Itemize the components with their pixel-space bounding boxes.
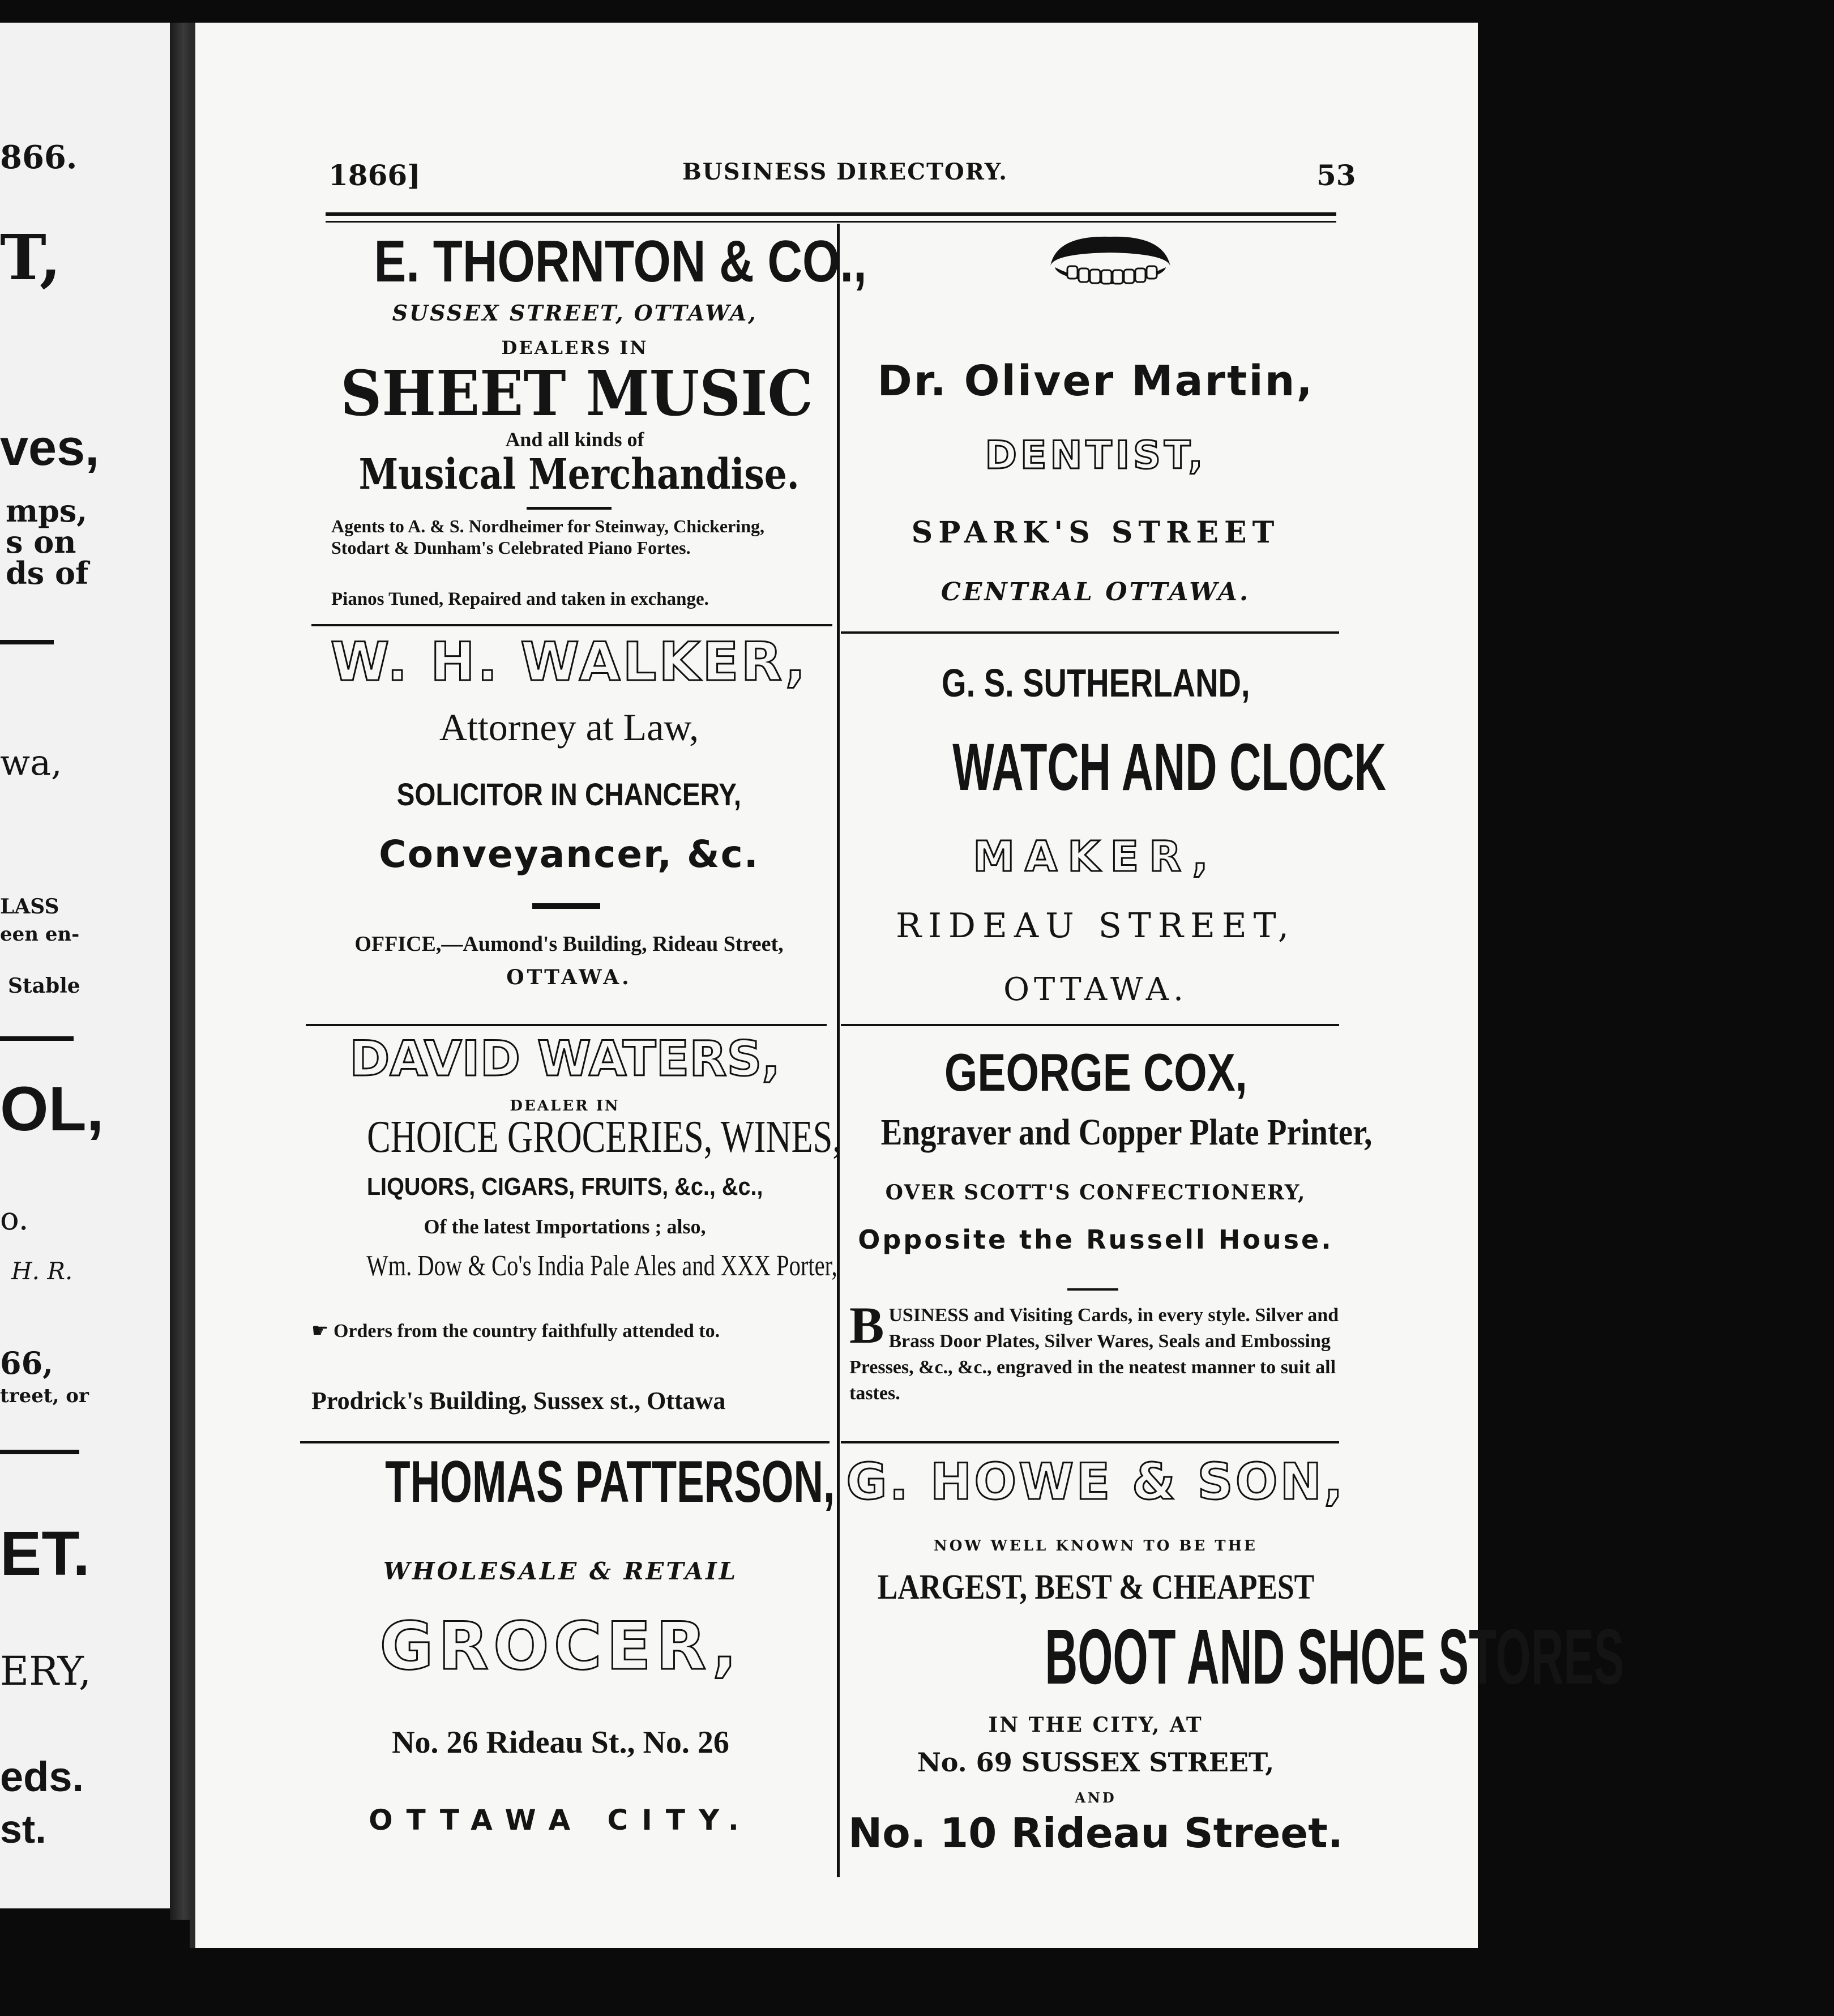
left-page-line: o. bbox=[0, 1201, 29, 1237]
howe-name: G. HOWE & SON, bbox=[846, 1453, 1345, 1511]
left-page-line: Stable bbox=[8, 974, 80, 998]
ad-howe bbox=[835, 1447, 1624, 1877]
left-page-line: 66, bbox=[0, 1345, 53, 1381]
thornton-divider bbox=[527, 507, 612, 510]
walker-line3: Conveyancer, &c. bbox=[379, 832, 759, 876]
thornton-product: SHEET MUSIC bbox=[340, 357, 814, 430]
ad-separator bbox=[841, 631, 1339, 634]
martin-title: DENTIST, bbox=[985, 433, 1207, 478]
left-page-line: mps, bbox=[6, 493, 88, 529]
patterson-name: THOMAS PATTERSON, bbox=[385, 1449, 835, 1515]
ad-separator bbox=[841, 1441, 1339, 1443]
cox-drop-cap: B bbox=[849, 1296, 884, 1354]
martin-street: SPARK'S STREET bbox=[911, 515, 1280, 550]
left-page-line: T, bbox=[0, 221, 62, 294]
sutherland-line4: OTTAWA. bbox=[1003, 971, 1188, 1008]
cox-divider bbox=[1067, 1288, 1118, 1291]
left-page-rule bbox=[0, 640, 54, 644]
walker-line1: Attorney at Law, bbox=[439, 706, 699, 749]
cox-line1: Engraver and Copper Plate Printer, bbox=[880, 1112, 1373, 1153]
header-rule-thin bbox=[326, 221, 1336, 223]
thornton-dealers: DEALERS IN bbox=[501, 337, 648, 358]
howe-line2: LARGEST, BEST & CHEAPEST bbox=[877, 1568, 1314, 1607]
thornton-address: SUSSEX STREET, OTTAWA, bbox=[392, 300, 758, 326]
walker-line2: SOLICITOR IN CHANCERY, bbox=[396, 776, 742, 812]
left-page-line: LASS bbox=[0, 895, 59, 919]
waters-dealer: DEALER IN bbox=[510, 1097, 620, 1114]
ad-separator bbox=[300, 1441, 830, 1443]
left-page-rule bbox=[0, 1036, 74, 1041]
directory-page bbox=[190, 23, 1624, 1948]
left-page-line: H. R. bbox=[11, 1257, 73, 1285]
howe-line3: BOOT AND SHOE STORES bbox=[1045, 1613, 1624, 1701]
waters-line2: LIQUORS, CIGARS, FRUITS, &c., &c., bbox=[366, 1173, 763, 1201]
ad-sutherland bbox=[841, 637, 1386, 1022]
ad-martin bbox=[841, 232, 1350, 629]
cox-para-text: USINESS and Visiting Cards, in every style. Silver and Brass Door Plates, Silver Wares, Seals and Embossing Presses, &c., &c., engraved in the neatest manner to suit all tastes. bbox=[849, 1305, 1339, 1404]
cox-line3: Opposite the Russell House. bbox=[858, 1224, 1333, 1255]
left-page-line: wa, bbox=[0, 742, 62, 783]
thornton-agents: Agents to A. & S. Nordheimer for Steinway, Chickering, Stodart & Dunham's Celebrated Piano Fortes. bbox=[331, 516, 765, 558]
page-number: 53 bbox=[1316, 159, 1356, 192]
patterson-line1: WHOLESALE & RETAIL bbox=[383, 1557, 738, 1585]
page-title: BUSINESS DIRECTORY. bbox=[682, 159, 1008, 185]
left-page-line: st. bbox=[0, 1807, 46, 1851]
left-page-line: eds. bbox=[0, 1753, 84, 1800]
header-rule bbox=[326, 212, 1336, 216]
howe-line5: No. 69 SUSSEX STREET, bbox=[917, 1747, 1275, 1778]
waters-line4: Wm. Dow & Co's India Pale Ales and XXX Porter, bbox=[366, 1250, 837, 1282]
left-page-line: ET. bbox=[0, 1519, 90, 1588]
waters-orders bbox=[311, 1319, 818, 1343]
left-page-line: een en- bbox=[0, 923, 80, 946]
cox-name: GEORGE COX, bbox=[944, 1043, 1247, 1102]
left-page-line: ds of bbox=[6, 555, 89, 591]
martin-name: Dr. Oliver Martin, bbox=[877, 357, 1314, 405]
walker-city: OTTAWA. bbox=[506, 966, 632, 989]
walker-divider bbox=[532, 903, 600, 909]
left-page-line: ves, bbox=[0, 420, 100, 476]
ad-thornton bbox=[320, 227, 867, 617]
dentures-icon bbox=[841, 232, 1350, 300]
howe-line7: No. 10 Rideau Street. bbox=[848, 1809, 1344, 1857]
martin-city: CENTRAL OTTAWA. bbox=[940, 578, 1251, 606]
patterson-line2: GROCER, bbox=[379, 1608, 742, 1685]
howe-line1: NOW WELL KNOWN TO BE THE bbox=[934, 1537, 1258, 1554]
page-year: 1866] bbox=[328, 159, 421, 192]
waters-name: DAVID WATERS, bbox=[349, 1031, 781, 1087]
left-page-line: OL, bbox=[0, 1074, 104, 1144]
left-page-year: 866. bbox=[0, 139, 78, 176]
walker-name: W. H. WALKER, bbox=[330, 631, 808, 693]
left-page-line: treet, or bbox=[0, 1385, 89, 1407]
thornton-merch: Musical Merchandise. bbox=[358, 450, 800, 499]
waters-orders-text: Orders from the country faithfully attended to. bbox=[333, 1321, 720, 1342]
thornton-pianos: Pianos Tuned, Repaired and taken in exchange. bbox=[331, 589, 709, 609]
cox-line2: OVER SCOTT'S CONFECTIONERY, bbox=[885, 1181, 1306, 1205]
sutherland-name: G. S. SUTHERLAND, bbox=[941, 661, 1250, 705]
howe-line6: AND bbox=[1075, 1789, 1117, 1806]
thornton-and-all: And all kinds of bbox=[505, 428, 644, 451]
ad-waters bbox=[300, 1031, 841, 1433]
left-facing-page bbox=[0, 23, 198, 1908]
sutherland-line3: RIDEAU STREET, bbox=[896, 906, 1296, 946]
left-page-line: s on bbox=[6, 524, 76, 560]
howe-line4: IN THE CITY, AT bbox=[988, 1713, 1203, 1737]
thornton-name: E. THORNTON & CO., bbox=[374, 229, 867, 294]
patterson-line3: No. 26 Rideau St., No. 26 bbox=[392, 1725, 729, 1760]
pointing-hand-icon: ☛ bbox=[311, 1319, 329, 1342]
walker-office: OFFICE,—Aumond's Building, Rideau Street, bbox=[354, 932, 784, 956]
ad-walker bbox=[306, 631, 832, 1016]
sutherland-line1: WATCH AND CLOCK bbox=[952, 730, 1386, 805]
left-page-line: ERY, bbox=[0, 1648, 92, 1694]
waters-line3: Of the latest Importations ; also, bbox=[424, 1215, 706, 1238]
waters-address: Prodrick's Building, Sussex st., Ottawa bbox=[311, 1387, 726, 1415]
sutherland-line2: MAKER, bbox=[973, 832, 1219, 881]
ad-separator bbox=[311, 624, 832, 626]
ad-separator bbox=[306, 1024, 827, 1026]
waters-line1: CHOICE GROCERIES, WINES, bbox=[367, 1112, 841, 1162]
cox-para bbox=[849, 1296, 1345, 1407]
left-page-rule bbox=[0, 1450, 79, 1454]
ad-separator bbox=[841, 1024, 1339, 1026]
ad-cox bbox=[841, 1031, 1373, 1433]
ad-patterson bbox=[289, 1447, 835, 1877]
patterson-line4: OTTAWA CITY. bbox=[369, 1804, 753, 1836]
